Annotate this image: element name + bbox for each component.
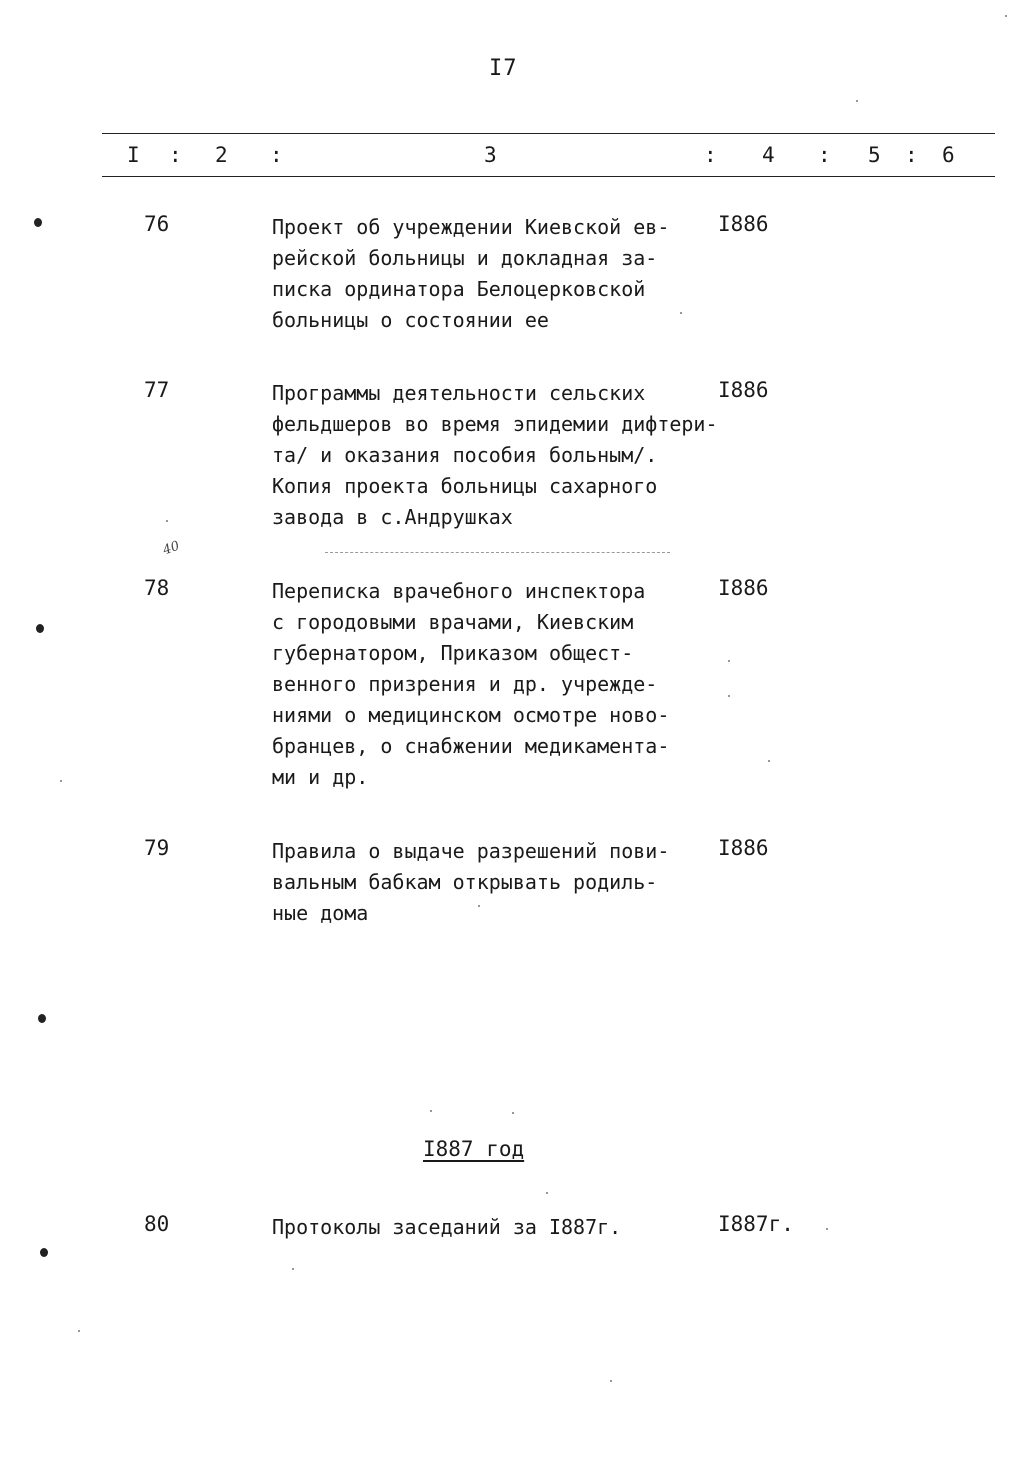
entry-text-line: Проект об учреждении Киевской ев- [272,215,670,239]
scan-speck [478,905,480,907]
column-separator: : [270,143,283,167]
entry-text-line: ниями о медицинском осмотре ново- [272,703,670,727]
entry-text-line: Программы деятельности сельских [272,381,646,405]
binding-hole-mark [36,624,44,633]
scan-speck [610,1380,612,1382]
entry-text-line: вальным бабкам открывать родиль- [272,870,658,894]
scan-speck [856,100,858,102]
scan-speck [728,695,730,697]
entry-text-line: с городовыми врачами, Киевским [272,610,634,634]
entry-year: I886 [718,836,769,860]
entry-text-line: Переписка врачебного инспектора [272,579,646,603]
scan-speck [680,312,682,314]
entry-year: I886 [718,212,769,236]
binding-hole-mark [40,1248,48,1257]
entry-text-line: больницы о состоянии ее [272,308,549,332]
entry-number: 77 [144,378,170,402]
scan-speck [1005,15,1007,17]
scan-speck [546,1192,548,1194]
scan-speck [826,1228,828,1230]
entry-text-line: Протоколы заседаний за I887г. [272,1215,622,1239]
section-heading: I887 год [423,1137,525,1161]
entry-text-line: ми и др. [272,765,369,789]
margin-note: 40 [160,538,182,559]
binding-hole-mark [34,218,42,227]
column-separator: : [818,143,831,167]
entry-description [272,212,752,336]
column-separator: : [169,143,182,167]
column-separator: : [905,143,918,167]
entry-text-line: ные дома [272,901,369,925]
dashed-separator [325,552,670,553]
column-separator: : [704,143,717,167]
entry-text-line: губернатором, Приказом общест- [272,641,634,665]
scan-speck [728,660,730,662]
entry-text-line: Копия проекта больницы сахарного [272,474,658,498]
entry-year: I887г. [718,1212,794,1236]
entry-text-line: та/ и оказания пособия больным/. [272,443,658,467]
column-header-6: 6 [942,143,955,167]
scan-speck [292,1268,294,1270]
entry-number: 80 [144,1212,170,1236]
column-header-3: 3 [484,143,497,167]
entry-number: 78 [144,576,170,600]
entry-text-line: бранцев, о снабжении медикамента- [272,734,670,758]
entry-text-line: завода в с.Андрушках [272,505,513,529]
scan-speck [78,1330,80,1332]
entry-text-line: венного призрения и др. учрежде- [272,672,658,696]
entry-number: 76 [144,212,170,236]
scan-speck [430,1110,432,1112]
entry-text-line: писка ординатора Белоцерковской [272,277,646,301]
binding-hole-mark [38,1014,46,1023]
entry-description [272,1212,752,1243]
header-top-rule [102,133,995,134]
entry-description [272,576,752,793]
scan-speck [60,780,62,782]
column-header-5: 5 [868,143,881,167]
scan-speck [768,760,770,762]
entry-year: I886 [718,378,769,402]
page-number: I7 [489,56,518,81]
entry-year: I886 [718,576,769,600]
entry-description [272,378,752,533]
scan-speck [512,1112,514,1114]
header-bottom-rule [102,176,995,177]
column-header-2: 2 [215,143,228,167]
entry-number: 79 [144,836,170,860]
entry-text-line: Правила о выдаче разрешений пови- [272,839,670,863]
entry-text-line: фельдшеров во время эпидемии дифтери- [272,412,718,436]
scan-speck [166,520,168,522]
column-header-4: 4 [762,143,775,167]
column-header-1: I [127,143,140,167]
entry-text-line: рейской больницы и докладная за- [272,246,658,270]
entry-description [272,836,752,929]
